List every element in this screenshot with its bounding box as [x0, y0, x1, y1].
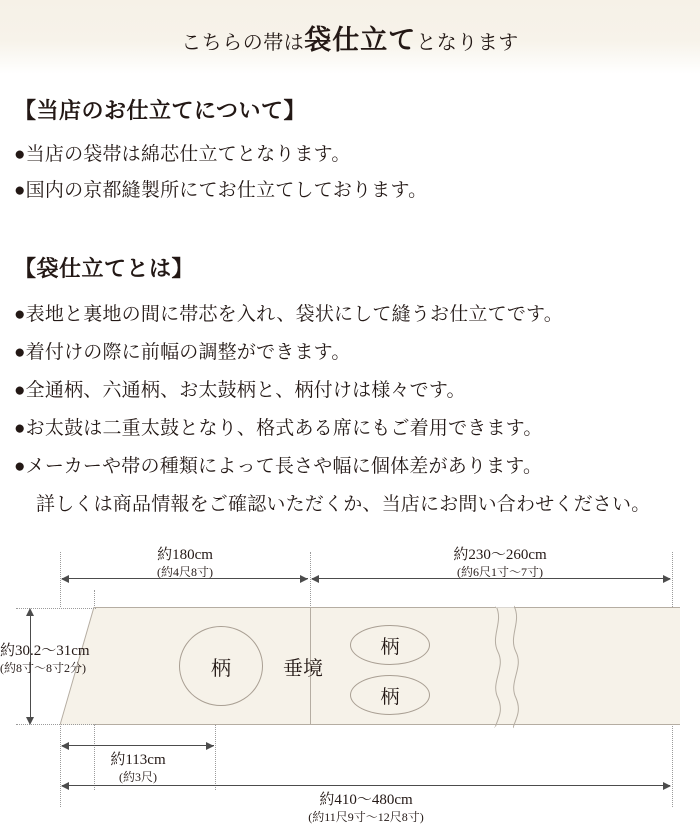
header-prefix: こちらの帯は: [181, 31, 305, 54]
dim-subvalue: (約11尺9寸〜12尺8寸): [308, 809, 424, 824]
dim-value: 約30.2〜31cm: [0, 643, 90, 659]
bullet-line: ●着付けの際に前幅の調整ができます。: [14, 342, 351, 363]
bullet-line: ●メーカーや帯の種類によって長さや幅に個体差があります。: [14, 456, 543, 477]
dim-label-bottom-left: [78, 751, 198, 785]
bullet-line: ●国内の京都縫製所にてお仕立てしております。: [14, 180, 428, 201]
dim-label-height: [0, 642, 120, 676]
dim-arrow: [61, 575, 69, 583]
pattern-circle-large: 柄: [179, 626, 263, 706]
tarekyo-label: 垂境: [283, 658, 323, 680]
dim-value: 約410〜480cm: [319, 792, 413, 808]
page-title: [181, 18, 519, 57]
dim-arrow: [663, 782, 671, 790]
bullet-line: ●当店の袋帯は綿芯仕立てとなります。: [14, 144, 351, 165]
dim-line-bottom-total: [62, 785, 670, 786]
dim-value: 約180cm: [157, 547, 213, 563]
dim-label-bottom-total: [276, 791, 456, 825]
dim-arrow: [300, 575, 308, 583]
dim-arrow: [206, 742, 214, 750]
pattern-oval-bottom: 柄: [350, 675, 430, 715]
pattern-oval-top: 柄: [350, 625, 430, 665]
dim-arrow: [26, 717, 34, 725]
dim-label-top-right: [410, 546, 590, 580]
header-suffix: となります: [416, 31, 519, 54]
dim-label-top-left: [105, 546, 265, 580]
dim-arrow: [311, 575, 319, 583]
section-what-is-fukuro: [14, 252, 650, 516]
dim-subvalue: (約3尺): [119, 769, 157, 784]
dim-arrow: [26, 608, 34, 616]
section-heading: 【当店のお仕立てについて】: [14, 98, 307, 123]
dim-arrow: [61, 742, 69, 750]
dim-value: 約230〜260cm: [453, 547, 547, 563]
break-lines: [488, 604, 528, 728]
dim-subvalue: (約4尺8寸): [157, 564, 213, 579]
dim-arrow: [663, 575, 671, 583]
obi-dimension-diagram: [0, 530, 700, 840]
continuation-line: 詳しくは商品情報をご確認いただくか、当店にお問い合わせください。: [36, 494, 651, 515]
section-heading: 【袋仕立てとは】: [14, 256, 195, 281]
dim-line-bottom-left: [62, 745, 214, 746]
guide-line: [215, 715, 216, 790]
section-about-tailoring: [14, 94, 427, 211]
header: [0, 0, 700, 74]
dim-value: 約113cm: [110, 752, 166, 768]
bullet-line: ●表地と裏地の間に帯芯を入れ、袋状にして縫うお仕立てです。: [14, 304, 563, 325]
dim-arrow: [61, 782, 69, 790]
dim-subvalue: (約6尺1寸〜7寸): [457, 564, 543, 579]
dim-subvalue: (約8寸〜8寸2分): [0, 660, 86, 675]
bullet-line: ●お太鼓は二重太鼓となり、格式ある席にもご着用できます。: [14, 418, 543, 439]
bullet-line: ●全通柄、六通柄、お太鼓柄と、柄付けは様々です。: [14, 380, 466, 401]
header-emphasis: 袋仕立て: [304, 24, 417, 55]
